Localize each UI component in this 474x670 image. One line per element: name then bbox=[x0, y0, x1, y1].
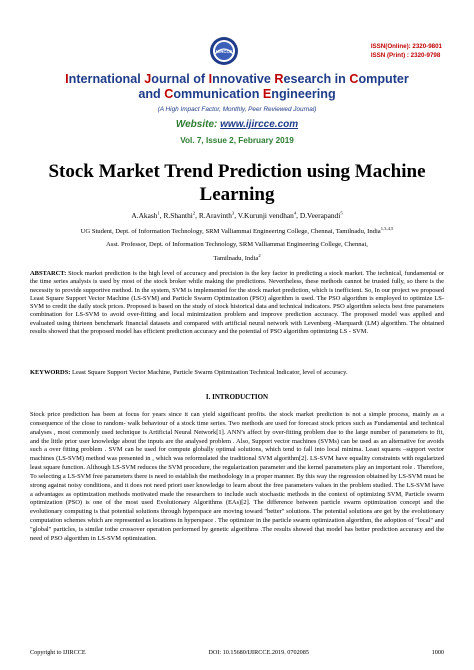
author-sup: 2 bbox=[192, 210, 196, 216]
author-sup: 5 bbox=[340, 210, 343, 216]
section-heading-introduction: I. INTRODUCTION bbox=[205, 393, 269, 401]
affiliation-1 bbox=[40, 225, 434, 238]
author: A.Akash bbox=[131, 211, 158, 220]
abstract bbox=[30, 270, 444, 336]
issn-print: ISSN (Print) : 2320-9798 bbox=[370, 51, 441, 59]
author: D.Veerapandi bbox=[299, 211, 341, 220]
issn-online: ISSN(Online): 2320-9801 bbox=[370, 43, 442, 50]
footer-doi: DOI: 10.15680/IJIRCCE.2019. 0702085 bbox=[208, 649, 309, 656]
journal-website bbox=[40, 119, 434, 130]
website-link[interactable]: www.ijircce.com bbox=[220, 119, 299, 130]
keywords bbox=[30, 369, 444, 377]
journal-title-part: I bbox=[65, 72, 69, 86]
affiliation-1-sup: 1,3,4,5 bbox=[380, 225, 394, 231]
journal-title-part: E bbox=[262, 86, 272, 101]
affiliation-3 bbox=[40, 252, 434, 265]
journal-title-part: R bbox=[274, 72, 284, 86]
author-sup: 3 bbox=[231, 210, 235, 216]
author: V.Kurunji vendhan bbox=[237, 211, 294, 220]
keywords-label: KEYWORDS: bbox=[30, 369, 71, 376]
abstract-label: ABSTARCT: bbox=[30, 270, 67, 277]
journal-title-part: ngineering bbox=[271, 86, 336, 101]
journal-logo bbox=[209, 36, 239, 66]
journal-title-part: I bbox=[208, 72, 213, 86]
journal-title-part: C bbox=[164, 86, 174, 101]
paper-title-line1: Stock Market Trend Prediction using Machine bbox=[48, 161, 426, 182]
issn-block bbox=[371, 43, 442, 60]
journal-title-part: nnovative bbox=[212, 72, 275, 86]
author-list: A.Akash$^1$, R.Shanthi$^2$, R.Aravinth$^3$, V.Kurunji vendhan$^4$, D.Veerapandi$^5$ bbox=[131, 210, 343, 220]
paper-title-line2: Learning bbox=[199, 184, 275, 205]
footer-page-number: 1000 bbox=[431, 649, 444, 656]
footer-copyright: Copyright to IJIRCCE bbox=[30, 649, 86, 656]
journal-title-part: ournal of bbox=[151, 72, 209, 86]
introduction-body: Stock price prediction has been at focus for years since it can yield significant profits. the stock market prediction is not a simple process, mainly as a consequence of the close to random- walk behaviour of a stock time series. Two methods are used for forecast stock prices such as Fundamental and technical analyses , most commonly used technique is Artificial Neural Network[1]. ANN’s affect by over-fitting problem due to the large number of parameters to fit, and the little prior user knowledge about the inputs are the analysed problem . Also, Support vector machines (SVMs) can be used as an alternative for avoids such a over fitting problem . SVM can be used for compute globally optimal solutions, which tend to fall into local minima. Least squares –support vector machines (LS-SVM) method was presented in , which was reformulated the traditional SVM algorithm[2]. LS-SVM have equality constraints with regularized least square function. Although LS-SVM reduces the SVM procedure, the regularization parameter and the kernel parameters play an important role . Therefore, To selecting a LS-SVM free parameters there is need to establish the methodology in a proper manner. By this way the regression obtained by LS-SVM must be strong against noisy conditions, and it does not need priori user knowledge to learn about the free parameters values in the problem studied. The LS-SVM have a advantages as optimization methods motivated made the researchers to include such stochastic methods in the context of optimizing SVM, Particle swarm optimization (PSO) is one of the most used Evolutionary Algorithms (EAs)[2]. The difference between particle swarm optimization concept and the evolutionary computing is that potential solutions through hyperspace are moving toward "better" solutions. The potential solutions are get by the evolutionary computation schemes which are represented as locations in hyperspace . The optimizer in the particle swarm optimization algorithm, the adoption of "local" and "global" particles, is similar tothe crossover operation performed by genetic algorithms .The results showed that model has better prediction accuracy and the need of PSO algorithm in LS-SVM optimization. bbox=[30, 411, 444, 542]
author: R.Aravinth bbox=[198, 211, 232, 220]
journal-subtitle: (A High Impact Factor, Monthly, Peer Reviewed Journal) bbox=[157, 106, 317, 113]
logo-text: IJIRCCE bbox=[215, 49, 233, 54]
website-label: Website: bbox=[175, 119, 221, 130]
journal-title-part: esearch in bbox=[283, 72, 350, 86]
journal-title-part: omputer bbox=[358, 72, 409, 86]
author-sup: 1 bbox=[157, 210, 160, 216]
journal-title-line1 bbox=[40, 72, 434, 87]
affiliation-1-text: UG Student, Dept. of Information Technology, SRM Valliammai Engineering College, Chennai, Tamilnadu, India bbox=[80, 228, 381, 235]
page-footer bbox=[30, 649, 444, 656]
affiliation-3-sup: 2 bbox=[258, 252, 261, 258]
journal-title-part: and bbox=[138, 86, 165, 101]
journal-title-part: nternational bbox=[68, 72, 145, 86]
keywords-text: Least Square Support Vector Machine, Particle Swarm Optimization Technical Indicator, level of accuracy. bbox=[70, 369, 348, 376]
author-sup: 4 bbox=[293, 210, 297, 216]
journal-title-part: ommunication bbox=[173, 86, 263, 101]
journal-title bbox=[40, 72, 434, 101]
affiliation-2: Asst. Professor, Dept. of Information Technology, SRM Valliammai Engineering College, Chennai, bbox=[106, 241, 368, 248]
journal-title-line2 bbox=[40, 87, 434, 102]
journal-title-part: J bbox=[144, 72, 152, 86]
affiliation-3-text: Tamilnadu, India bbox=[213, 255, 259, 262]
abstract-text: Stock market prediction is the high level of accuracy and precision is the key factor in predicting a stock market. The technical, fundamental or the time series analysis is used by most of the stock broker while making the predictions. Nevertheless, these methods cannot be trusted fully, so there is the necessity to provide supportive method. In the system, SVM is implemented for the stock market prediction, which is inefficient. So, In our project we proposed Least Square Support Vector Machine (LS-SVM) and Particle Swarm Optimization (PSO) algorithm is used. The PSO algorithm is employed to optimize LS-SVM to credit the daily stock prices. Proposed is based on the study of stock historical data and technical indicators. PSO algorithm selects best free parameters combination for LS-SVM to avoid over-fitting and local minimization problem and improve prediction accuracy. The proposed model was applied and evaluated using thirteen benchmark financial datasets and compared with artificial neural network with Levenberg -Marquardt (LM) algorithm. The obtained results showed that the proposed model has efficient prediction accuracy and the potential of PSO algorithm optimizing LS - SVM. bbox=[30, 270, 444, 335]
journal-title-part: C bbox=[349, 72, 359, 86]
author: R.Shanthi bbox=[163, 211, 193, 220]
paper-title bbox=[30, 160, 444, 206]
journal-volume: Vol. 7, Issue 2, February 2019 bbox=[180, 136, 294, 145]
